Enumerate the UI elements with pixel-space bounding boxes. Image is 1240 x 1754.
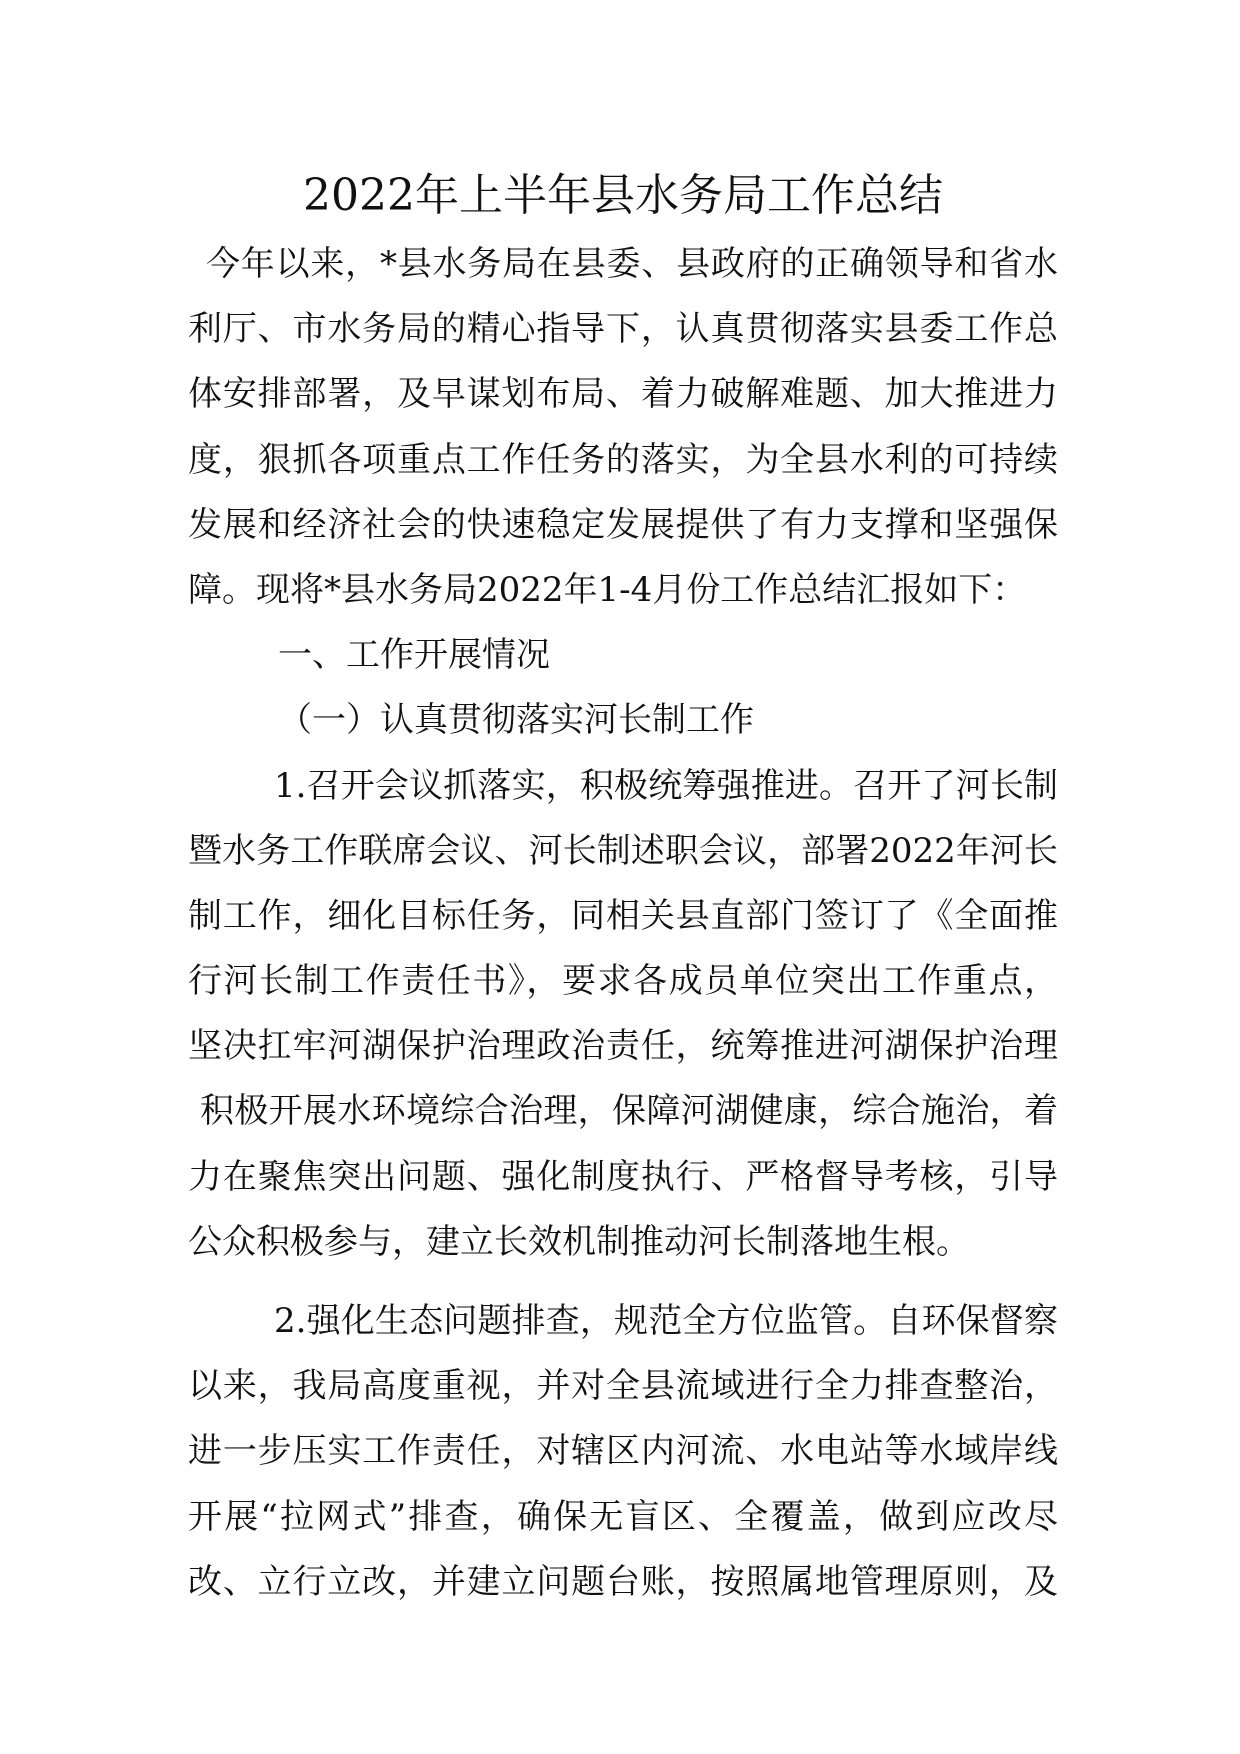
text-line: 2.强化生态问题排查，规范全方位监管。自环保督察 bbox=[274, 1301, 1058, 1341]
text-line: 公众积极参与，建立长效机制推动河长制落地生根。 bbox=[188, 1221, 970, 1262]
text-line: 力在聚焦突出问题、强化制度执行、严格督导考核，引导 bbox=[188, 1156, 1058, 1197]
text-line: 坚决扛牢河湖保护治理政治责任，统筹推进河湖保护治理 bbox=[188, 1026, 1058, 1067]
paragraph-gap bbox=[188, 1275, 1058, 1289]
document-page bbox=[188, 160, 1058, 1615]
text-line: 利厅、市水务局的精心指导下，认真贯彻落实县委工作总 bbox=[188, 309, 1058, 350]
text-line: 体安排部署，及早谋划布局、着力破解难题、加大推进力 bbox=[188, 374, 1058, 415]
paragraph-item-1 bbox=[188, 754, 1058, 1276]
text-line: 暨水务工作联席会议、河长制述职会议，部署2022年河长 bbox=[188, 830, 1058, 871]
section-heading: 一、工作开展情况 bbox=[278, 635, 550, 676]
subsection-heading: （一）认真贯彻落实河长制工作 bbox=[278, 700, 754, 741]
text-line: 今年以来，*县水务局在县委、县政府的正确领导和省水 bbox=[206, 244, 1058, 284]
document-title: 2022年上半年县水务局工作总结 bbox=[303, 170, 943, 221]
text-line: 制工作，细化目标任务，同相关县直部门签订了《全面推 bbox=[188, 895, 1058, 936]
text-line: 进一步压实工作责任，对辖区内河流、水电站等水域岸线 bbox=[188, 1431, 1058, 1472]
text-line: 度，狠抓各项重点工作任务的落实，为全县水利的可持续 bbox=[188, 439, 1058, 480]
text-line: 开展“拉网式”排查，确保无盲区、全覆盖，做到应改尽 bbox=[188, 1496, 1058, 1537]
text-line: 以来，我局高度重视，并对全县流域进行全力排查整治， bbox=[188, 1366, 1058, 1407]
text-line: 改、立行立改，并建立问题台账，按照属地管理原则，及 bbox=[188, 1561, 1058, 1602]
text-line: 积极开展水环境综合治理，保障河湖健康，综合施治，着 bbox=[200, 1091, 1058, 1132]
text-line: 发展和经济社会的快速稳定发展提供了有力支撑和坚强保 bbox=[188, 504, 1058, 545]
text-line: 障。现将*县水务局2022年1-4月份工作总结汇报如下： bbox=[188, 569, 1027, 610]
text-line: 行河长制工作责任书》，要求各成员单位突出工作重点， bbox=[188, 961, 1058, 1002]
paragraph-item-2 bbox=[188, 1289, 1058, 1615]
text-line: 1.召开会议抓落实，积极统筹强推进。召开了河长制 bbox=[274, 765, 1058, 806]
intro-paragraph bbox=[188, 232, 1058, 623]
